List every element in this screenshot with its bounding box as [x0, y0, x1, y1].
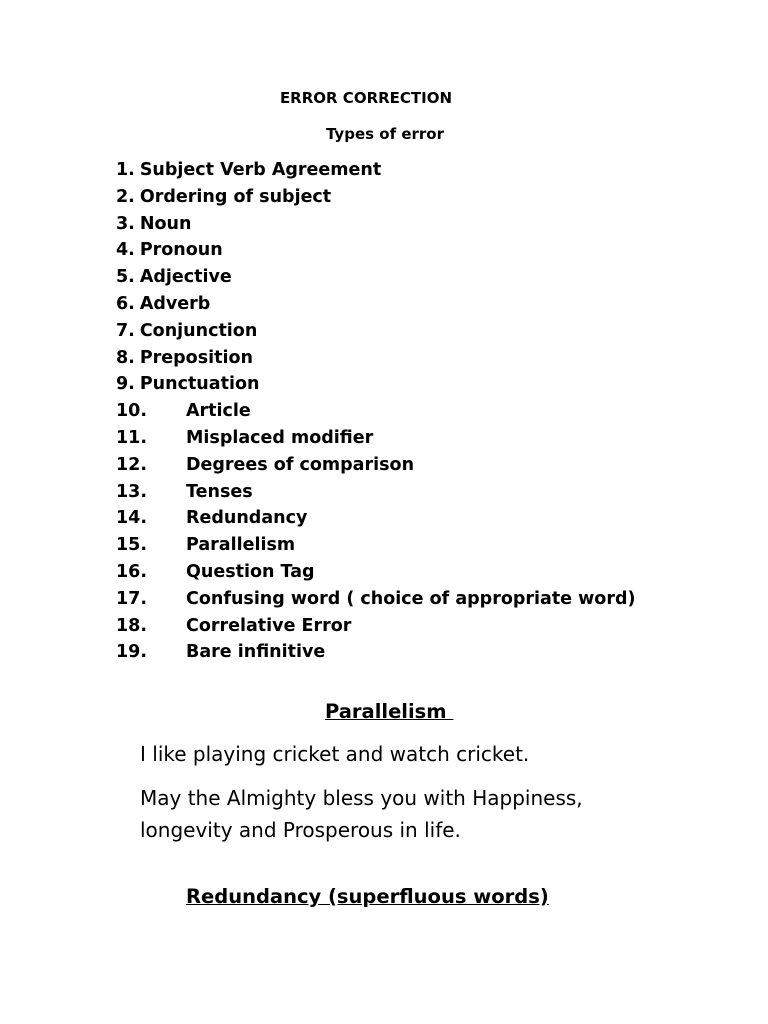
list-item-number: 6.	[116, 293, 135, 314]
list-item	[116, 479, 636, 506]
list-item-number: 8.	[116, 347, 135, 368]
list-item-label: Bare infinitive	[186, 642, 326, 663]
list-item	[116, 613, 636, 640]
list-item	[116, 586, 636, 613]
list-item-number: 1.	[116, 160, 135, 180]
list-item-label: Preposition	[139, 347, 253, 368]
list-item-number: 15.	[116, 535, 148, 556]
list-item	[116, 291, 636, 318]
list-item-number: 2.	[116, 186, 135, 207]
parallelism-example: I like playing cricket and watch cricket.	[140, 742, 530, 766]
list-item	[116, 371, 636, 398]
list-item-number: 11.	[116, 427, 148, 448]
list-item-label: Misplaced modifier	[186, 427, 374, 448]
list-item	[116, 184, 636, 211]
list-item-label: Question Tag	[186, 561, 315, 582]
document-title: ERROR CORRECTION	[279, 89, 453, 107]
list-item-label: Punctuation	[139, 374, 260, 395]
list-item-number: 14.	[116, 508, 148, 529]
list-item	[116, 237, 636, 264]
list-item	[116, 318, 636, 345]
list-item-label: Subject Verb Agreement	[139, 160, 382, 180]
list-item-number: 5.	[116, 267, 135, 288]
list-item-label: Conjunction	[139, 320, 258, 341]
list-item-label: Adverb	[139, 293, 211, 314]
list-item	[116, 264, 636, 291]
list-item	[116, 425, 636, 452]
list-item-number: 16.	[116, 561, 148, 582]
list-item-label: Article	[186, 401, 251, 422]
list-item-label: Pronoun	[139, 240, 223, 261]
error-types-list	[116, 157, 636, 666]
list-item-label: Correlative Error	[186, 615, 352, 636]
list-item-number: 13.	[116, 481, 148, 502]
list-item	[116, 398, 636, 425]
list-item	[116, 211, 636, 238]
list-item-number: 4.	[116, 240, 135, 261]
list-item-label: Tenses	[186, 481, 253, 502]
list-item-number: 3.	[116, 213, 135, 234]
list-item	[116, 532, 636, 559]
document-subtitle: Types of error	[325, 125, 444, 143]
list-item-label: Noun	[139, 213, 192, 234]
list-item-label: Redundancy	[186, 508, 308, 529]
parallelism-example: May the Almighty bless you with Happiness,	[140, 786, 583, 810]
list-item	[116, 345, 636, 372]
list-item	[116, 505, 636, 532]
list-item-label: Confusing word ( choice of appropriate word)	[186, 588, 636, 609]
list-item-number: 9.	[116, 374, 135, 395]
list-item	[116, 157, 636, 184]
list-item	[116, 639, 636, 666]
list-item-number: 19.	[116, 642, 148, 663]
list-item-number: 10.	[116, 401, 148, 422]
list-item-label: Ordering of subject	[139, 186, 332, 207]
list-item	[116, 452, 636, 479]
list-item-number: 12.	[116, 454, 148, 475]
parallelism-heading: Parallelism	[325, 700, 454, 723]
list-item-number: 7.	[116, 320, 135, 341]
redundancy-heading: Redundancy (superfluous words)	[186, 885, 549, 908]
list-item-label: Degrees of comparison	[186, 454, 415, 475]
list-item	[116, 559, 636, 586]
list-item-number: 18.	[116, 615, 148, 636]
list-item-label: Parallelism	[186, 535, 296, 556]
list-item-label: Adjective	[139, 267, 232, 288]
list-item-number: 17.	[116, 588, 148, 609]
parallelism-example: longevity and Prosperous in life.	[140, 818, 461, 842]
